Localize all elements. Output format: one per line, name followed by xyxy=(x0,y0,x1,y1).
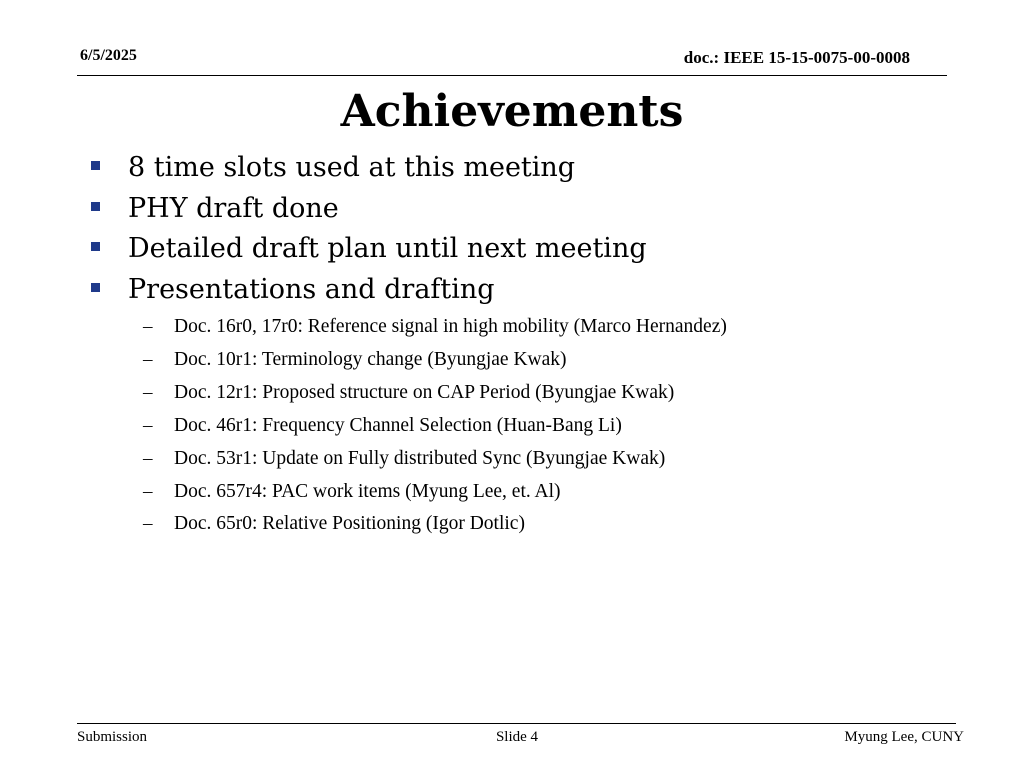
sub-bullet-text: Doc. 53r1: Update on Fully distributed Sync (Byungjae Kwak) xyxy=(174,448,666,469)
footer-author: Myung Lee, CUNY xyxy=(844,729,964,745)
square-bullet-icon xyxy=(91,202,100,211)
footer-submission: Submission xyxy=(77,729,148,745)
footer-divider xyxy=(77,723,956,724)
bullet-item xyxy=(91,150,575,186)
sub-bullet-text: Doc. 12r1: Proposed structure on CAP Period (Byungjae Kwak) xyxy=(174,382,675,403)
sub-bullet-text: Doc. 10r1: Terminology change (Byungjae Kwak) xyxy=(174,349,567,370)
bullet-text: 8 time slots used at this meeting xyxy=(128,152,576,183)
sub-bullet-item xyxy=(143,314,727,340)
dash-bullet-icon: – xyxy=(143,481,153,502)
dash-bullet-icon: – xyxy=(143,349,153,370)
bullet-text: Presentations and drafting xyxy=(128,274,495,305)
sub-bullet-text: Doc. 46r1: Frequency Channel Selection (Huan-Bang Li) xyxy=(174,415,622,436)
sub-bullet-text: Doc. 657r4: PAC work items (Myung Lee, et. Al) xyxy=(174,481,561,502)
square-bullet-icon xyxy=(91,283,100,292)
slide-title: Achievements xyxy=(340,86,684,137)
dash-bullet-icon: – xyxy=(143,316,153,337)
footer-slide-number: Slide 4 xyxy=(495,729,539,745)
sub-bullet-text: Doc. 16r0, 17r0: Reference signal in high mobility (Marco Hernandez) xyxy=(174,316,727,337)
bullet-item xyxy=(91,231,647,267)
sub-bullet-item xyxy=(143,347,567,373)
header-doc-id: doc.: IEEE 15-15-0075-00-0008 xyxy=(683,48,910,67)
bullet-text: PHY draft done xyxy=(128,193,339,224)
sub-bullet-text: Doc. 65r0: Relative Positioning (Igor Dotlic) xyxy=(174,513,525,534)
dash-bullet-icon: – xyxy=(143,382,153,403)
dash-bullet-icon: – xyxy=(143,448,153,469)
bullet-item xyxy=(91,191,339,227)
sub-bullet-item xyxy=(143,380,674,406)
sub-bullet-item xyxy=(143,446,665,472)
square-bullet-icon xyxy=(91,242,100,251)
sub-bullet-item xyxy=(143,479,561,505)
header-date: 6/5/2025 xyxy=(80,47,137,64)
dash-bullet-icon: – xyxy=(143,513,153,534)
square-bullet-icon xyxy=(91,161,100,170)
sub-bullet-item xyxy=(143,413,622,439)
bullet-item xyxy=(91,272,495,308)
bullet-text: Detailed draft plan until next meeting xyxy=(128,233,647,264)
dash-bullet-icon: – xyxy=(143,415,153,436)
sub-bullet-item xyxy=(143,511,525,537)
